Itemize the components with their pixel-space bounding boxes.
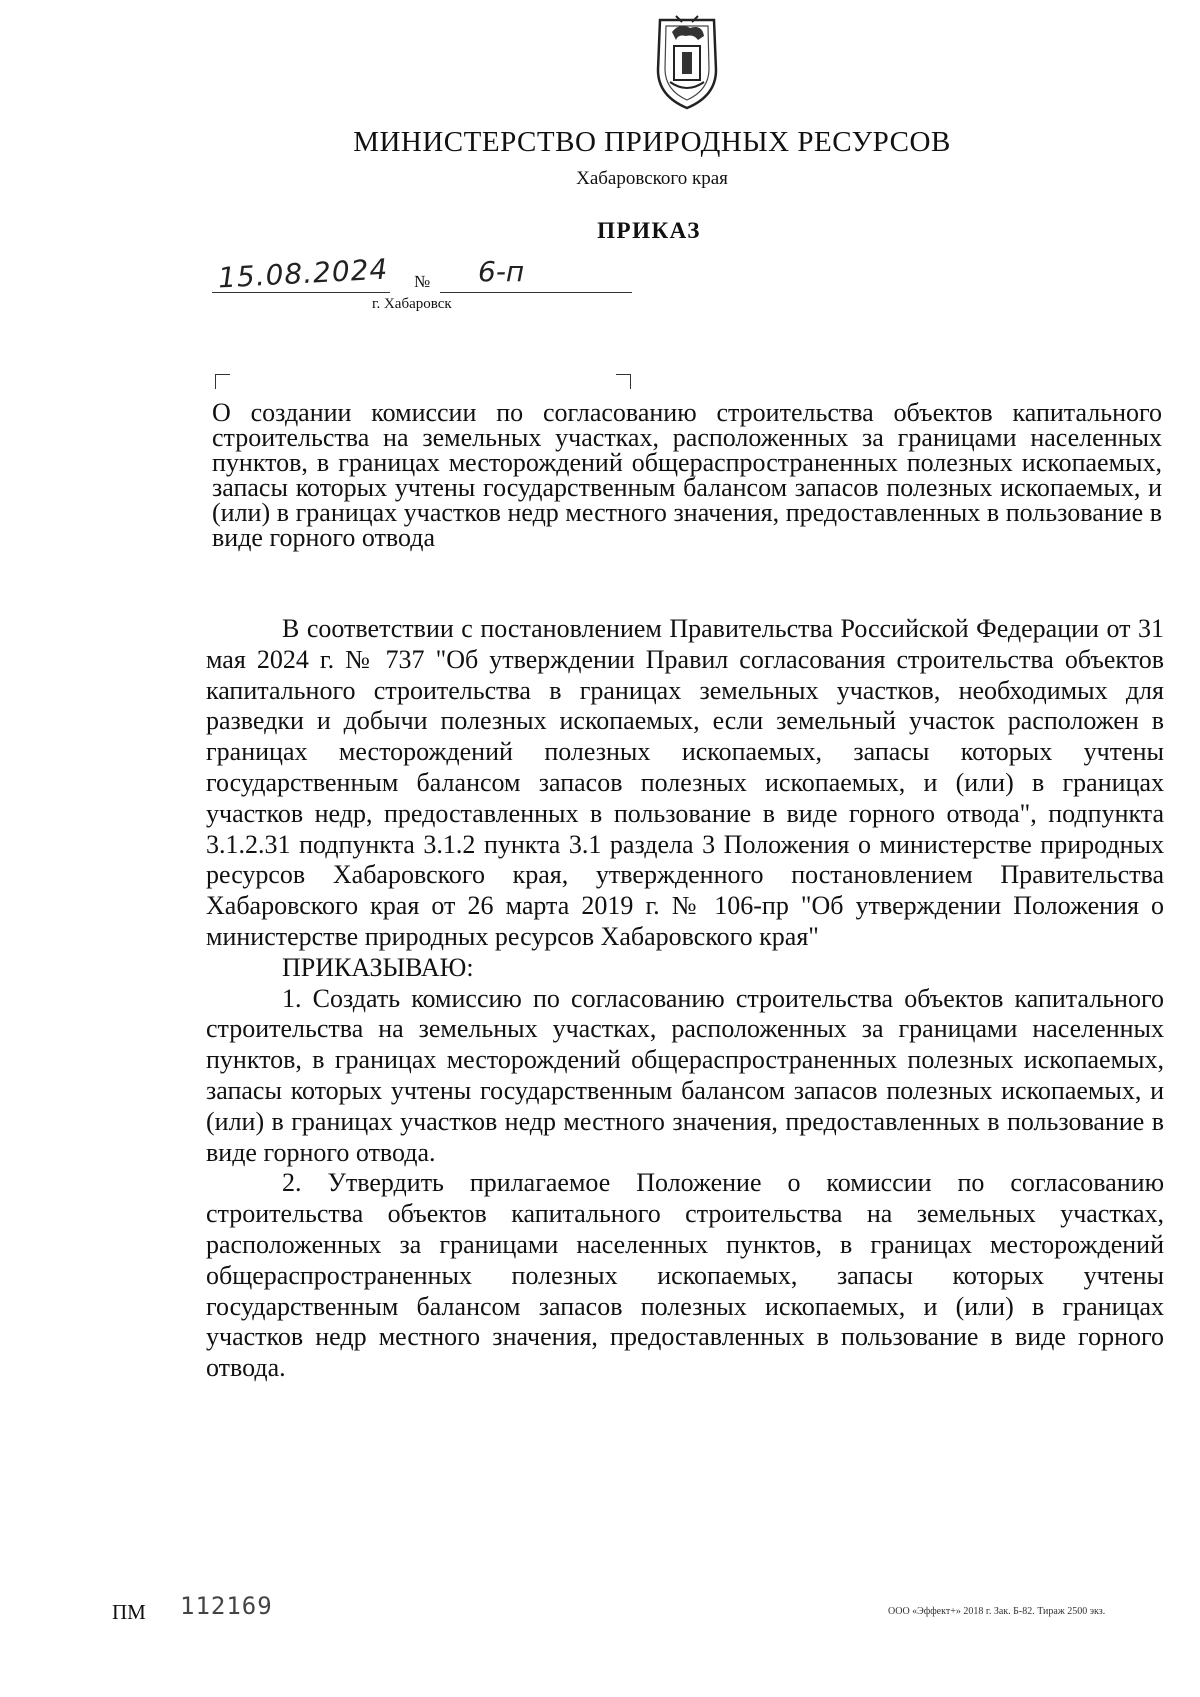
city-label: г. Хабаровск bbox=[372, 296, 452, 312]
coat-of-arms-emblem bbox=[646, 12, 728, 112]
order-item-1: 1. Создать комиссию по согласованию строительства объектов капитального строительства на земельных участках, расположенных за границами населенных пунктов, в границах месторождений общераспространенных полезных ископаемых, запасы которых учтены государственным балансом запасов полезных ископаемых, и (или) в границах участков недр местного значения, предоставленных в пользование в виде горного отвода. bbox=[206, 983, 1164, 1167]
order-title: О создании комиссии по согласованию строительства объектов капитального строительства на земельных участках, расположенных за границами населенных пунктов, в границах месторождений общераспространенных полезных ископаемых, запасы которых учтены государственным балансом запасов полезных ископаемых, и (или) в границах участков недр местного значения, предоставленных в пользование в виде горного отвода bbox=[212, 398, 1162, 552]
printer-imprint: ООО «Эффект+» 2018 г. Зак. Б-82. Тираж 2500 экз. bbox=[888, 1606, 1106, 1617]
document-type: ПРИКАЗ bbox=[597, 218, 701, 243]
region-name: Хабаровского края bbox=[576, 168, 728, 189]
number-sign: № bbox=[414, 272, 431, 291]
order-item-2: 2. Утвердить прилагаемое Положение о комиссии по согласованию строительства объектов капитального строительства на земельных участках, расположенных за границами населенных пунктов, в границах месторождений общераспространенных полезных ископаемых, запасы которых учтены государственным балансом запасов полезных ископаемых, и (или) в границах участков недр местного значения, предоставленных в пользование в виде горного отвода. bbox=[206, 1168, 1164, 1383]
preamble-paragraph: В соответствии с постановлением Правительства Российской Федерации от 31 мая 2024 г. № 737 "Об утверждении Правил согласования строительства объектов капитального строительства в границах земельных участков, необходимых для разведки и добычи полезных ископаемых, если земельный участок расположен в границах месторождений полезных ископаемых, запасы которых учтены государственным балансом запасов полезных ископаемых, и (или) в границах участков недр, предоставленных в пользование в виде горного отвода", подпункта 3.1.2.31 подпункта 3.1.2 пункта 3.1 раздела 3 Положения о министерстве природных ресурсов Хабаровского края, утвержденного постановлением Правительства Хабаровского края от 26 марта 2019 г. № 106-пр "Об утверждении Положения о министерстве природных ресурсов Хабаровского края" bbox=[206, 614, 1164, 951]
ministry-name: МИНИСТЕРСТВО ПРИРОДНЫХ РЕСУРСОВ bbox=[353, 126, 951, 158]
order-number: 6-п bbox=[478, 255, 525, 288]
form-number: 112169 bbox=[180, 1592, 273, 1620]
order-word: ПРИКАЗЫВАЮ: bbox=[282, 952, 474, 982]
title-corner-right bbox=[616, 374, 631, 389]
order-body bbox=[206, 614, 1164, 1384]
title-corner-left bbox=[215, 374, 230, 389]
form-code: ПМ bbox=[112, 1600, 146, 1624]
number-underline bbox=[440, 262, 632, 293]
order-date: 15.08.2024 bbox=[217, 252, 390, 295]
